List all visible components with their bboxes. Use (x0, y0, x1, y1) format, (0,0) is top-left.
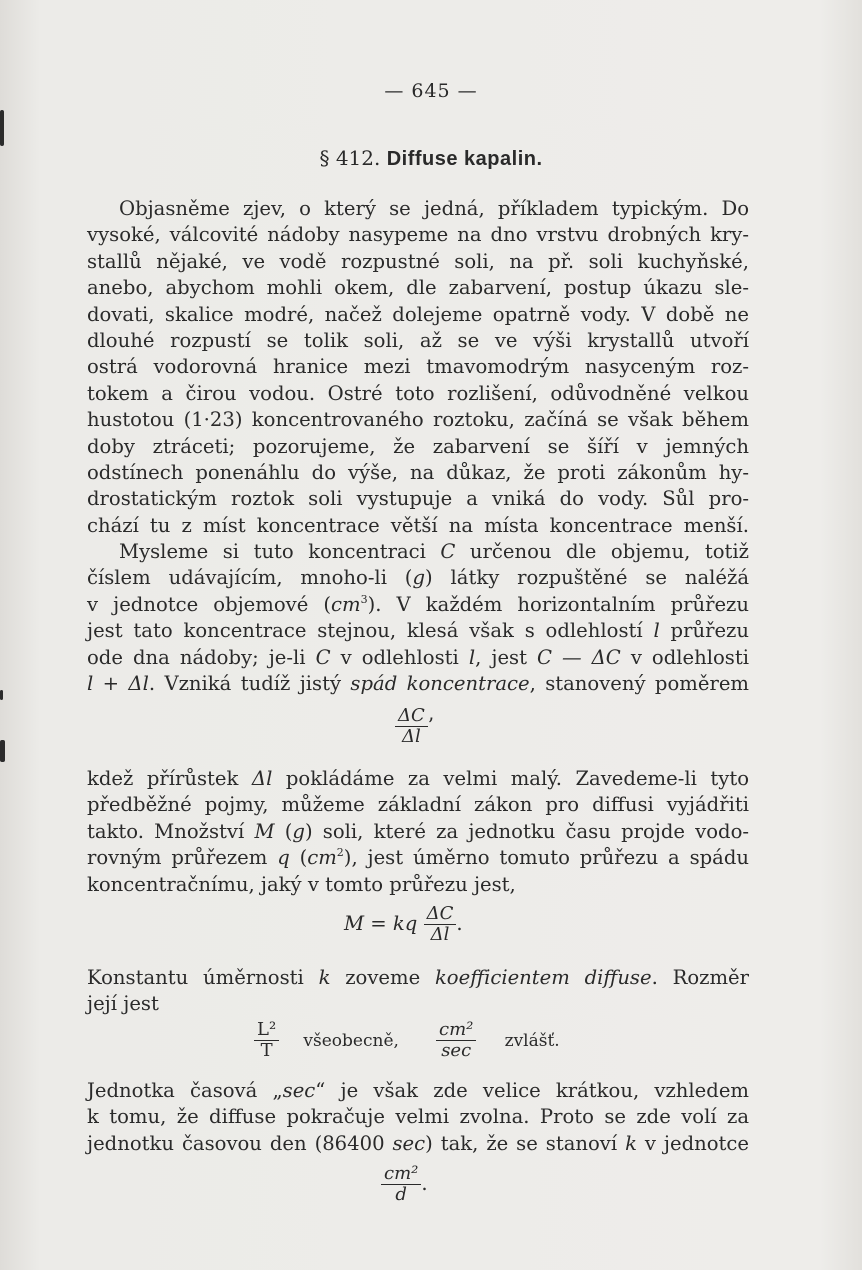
paragraph-1 (87, 196, 749, 539)
dimension-specific (436, 1020, 560, 1061)
text-line: Mysleme si tuto koncentraci C určenou dle objemu, totiž (119, 540, 749, 563)
paragraph-4 (87, 965, 749, 1018)
text-line: stallů nějaké, ve vodě rozpustné soli, na př. soli kuchyňské, (87, 249, 749, 273)
fraction-denominator: Δl (402, 726, 421, 747)
text-line: kdež přírůstek Δl pokládáme za velmi malý. Zavedeme-li tyto (87, 767, 749, 790)
paragraph-2 (87, 539, 749, 697)
fraction-denominator: Δl (430, 924, 450, 945)
fraction-numerator: cm² (436, 1020, 476, 1041)
section-heading (0, 146, 862, 171)
text-line: rovným průřezem q $(cm^2)$, jest úměrno tomuto průřezu a spádu (87, 846, 750, 870)
paragraph-3 (87, 766, 749, 898)
page-edge-mark (0, 740, 5, 762)
page-number: — 645 — (384, 80, 478, 102)
text-line: chází tu z míst koncentrace větší na místa koncentrace menší. (87, 513, 749, 537)
page-edge-mark (0, 690, 3, 700)
text-line: předběžné pojmy, můžeme základní zákon pro diffusi vyjádřiti (87, 793, 749, 817)
punctuation: . (421, 1172, 428, 1195)
text-line: ode dna nádoby; je-li C v odlehlosti l, jest C — ΔC v odlehlosti (87, 645, 750, 669)
text-line: Jednotka časová „sec“ je však zde velice krátkou, vzhledem (87, 1079, 749, 1102)
text-line: Objasněme zjev, o který se jedná, příkladem typickým. Do (119, 197, 749, 220)
fraction-denominator: d (395, 1184, 407, 1205)
equation-unit (381, 1164, 428, 1205)
fraction (254, 1020, 279, 1061)
section-symbol: § (319, 146, 330, 170)
equation-diffusion-law (344, 904, 463, 945)
text-line: l + Δl. Vzniká tudíž jistý spád koncentrace, stanovený poměrem (87, 671, 749, 695)
fraction (424, 904, 457, 945)
page-edge-mark (0, 110, 4, 146)
fraction-denominator: T (260, 1040, 273, 1061)
fraction (395, 706, 428, 747)
fraction-denominator: sec (441, 1040, 472, 1061)
text-line: číslem udávajícím, mnoho-li (g) látky rozpuštěné se naléžá (87, 566, 749, 590)
punctuation: ’ (427, 714, 435, 737)
text-line: tokem a čirou vodou. Ostré toto rozlišení, odůvodněné velkou (87, 381, 749, 405)
text-line: ostrá vodorovná hranice mezi tmavomodrým nasyceným roz- (87, 355, 749, 379)
dimension-general (254, 1020, 399, 1061)
text-line: koncentračnímu, jaký v tomto průřezu jest, (87, 872, 516, 896)
text-line: dlouhé rozpustí se tolik soli, až se ve výši krystallů utvoří (87, 328, 749, 352)
punctuation: . (456, 912, 463, 935)
text-line: drostatickým roztok soli vystupuje a vniká do vody. Sůl pro- (87, 487, 749, 511)
text-line: v jednotce objemové $(cm^3)$. V každém horizontalním průřezu (87, 592, 749, 616)
text-line: vysoké, válcovité nádoby nasypeme na dno vrstvu drobných kry- (87, 223, 749, 247)
fraction (381, 1164, 421, 1205)
dimension-label: zvlášť. (504, 1031, 560, 1051)
text-line: hustotou (1·23) koncentrovaného roztoku, začíná se však během (87, 408, 749, 432)
fraction-numerator: ΔC (395, 706, 428, 727)
equation-lhs: M = kq (344, 912, 418, 935)
fraction-numerator: L² (254, 1020, 279, 1041)
fraction-numerator: ΔC (424, 904, 457, 925)
fraction-numerator: cm² (381, 1164, 421, 1185)
text-line: odstínech ponenáhlu do výše, na důkaz, že proti zákonům hy- (87, 460, 749, 484)
section-title: Diffuse kapalin. (386, 148, 543, 170)
equation-gradient (395, 706, 434, 747)
text-line: anebo, abychom mohli okem, dle zabarvení, postup úkazu sle- (87, 276, 749, 300)
paragraph-5 (87, 1078, 749, 1157)
text-line: takto. Množství M (g) soli, které za jednotku času projde vodo- (87, 819, 750, 843)
dimension-label: všeobecně, (303, 1031, 399, 1051)
section-number: 412. (335, 146, 381, 170)
text-line: Konstantu úměrnosti k zoveme koefficientem diffuse. Rozměr (87, 966, 750, 989)
text-line: jest tato koncentrace stejnou, klesá však s odlehlostí l průřezu (87, 619, 749, 643)
fraction (436, 1020, 476, 1061)
text-line: k tomu, že diffuse pokračuje velmi zvolna. Proto se zde volí za (87, 1105, 749, 1129)
text-line: doby ztráceti; pozorujeme, že zabarvení se šíří v jemných (87, 434, 749, 458)
text-line: dovati, skalice modré, načež dolejeme opatrně vody. V době ne (87, 302, 749, 326)
text-line: její jest (87, 992, 159, 1016)
text-line: jednotku časovou den (86400 sec) tak, že se stanoví k v jednotce (87, 1131, 749, 1155)
